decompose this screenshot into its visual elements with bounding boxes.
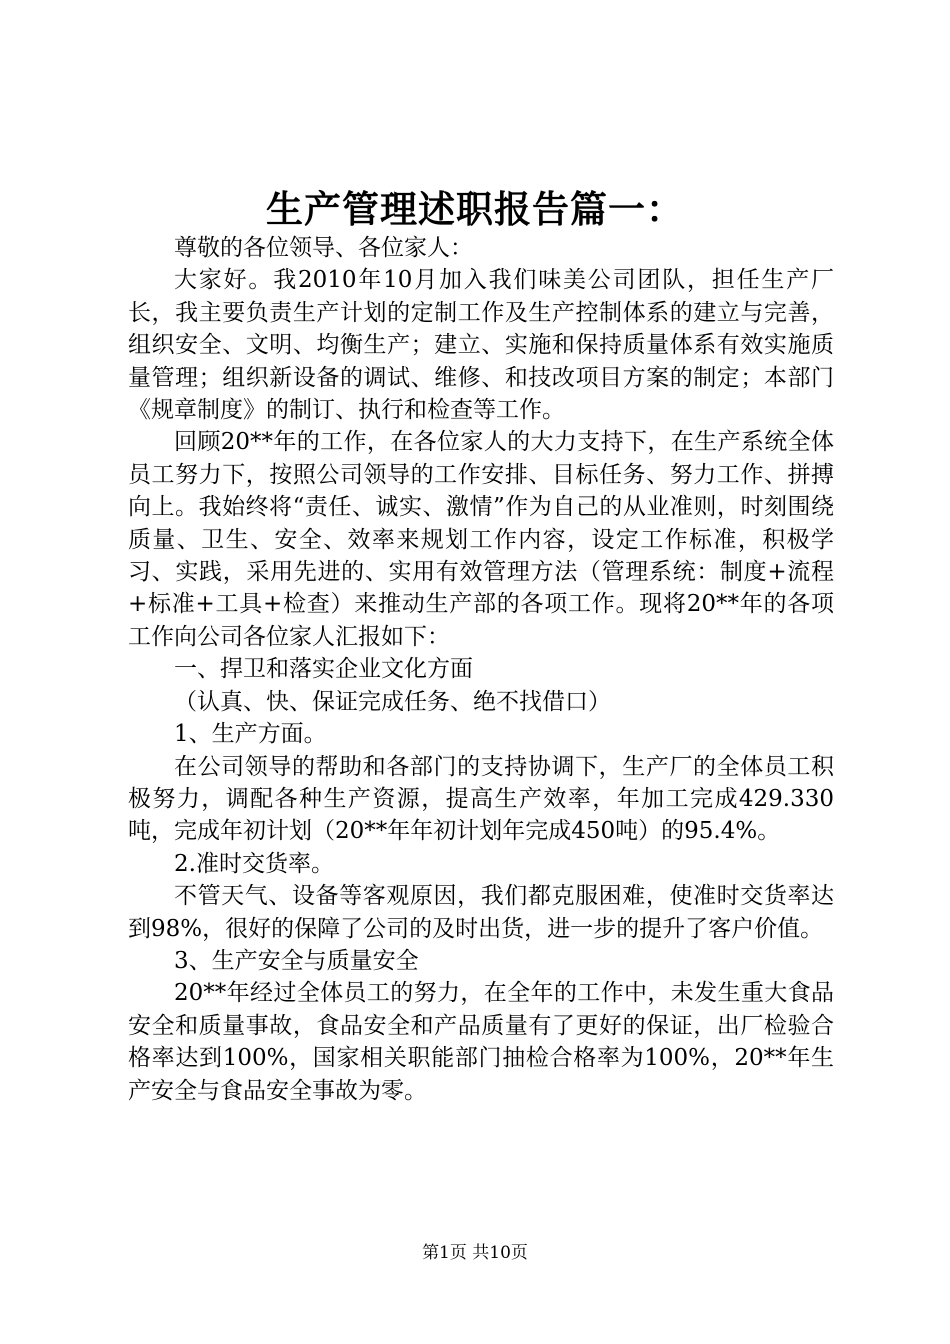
section-heading: 一、捍卫和落实企业文化方面 xyxy=(174,656,473,683)
delivery-paragraph: 不管天气、设备等客观原因，我们都克服困难，使准时交货率达到98%，很好的保障了公司的及时出货，进一步的提升了客户价值。 xyxy=(128,883,834,942)
safety-paragraph: 20**年经过全体员工的努力，在全年的工作中，未发生重大食品安全和质量事故，食品安全和产品质量有了更好的保证，出厂检验合格率达到100%，国家相关职能部门抽检合格率为100%，20**年生产安全与食品安全事故为零。 xyxy=(128,980,834,1104)
section-subheading: （认真、快、保证完成任务、绝不找借口） xyxy=(174,688,611,715)
greeting-paragraph: 尊敬的各位领导、各位家人： xyxy=(174,235,473,261)
page-number-footer: 第1页 共10页 xyxy=(422,1243,528,1263)
document-body xyxy=(128,232,834,1107)
review-paragraph: 回顾20**年的工作，在各位家人的大力支持下，在生产系统全体员工努力下，按照公司领导的工作安排、目标任务、努力工作、拼搏向上。我始终将“责任、诚实、激情”作为自己的从业准则，时刻围绕质量、卫生、安全、效率来规划工作内容，设定工作标准，积极学习、实践，采用先进的、实用有效管理方法（管理系统：制度+流程+标准+工具+检查）来推动生产部的各项工作。现将20**年的各项工作向公司各位家人汇报如下： xyxy=(128,429,834,650)
intro-paragraph: 大家好。我2010年10月加入我们味美公司团队，担任生产厂长，我主要负责生产计划的定制工作及生产控制体系的建立与完善，组织安全、文明、均衡生产；建立、实施和保持质量体系有效实施质量管理；组织新设备的调试、维修、和技改项目方案的制定；本部门《规章制度》的制订、执行和检查等工作。 xyxy=(128,267,834,424)
production-paragraph: 在公司领导的帮助和各部门的支持协调下，生产厂的全体员工积极努力，调配各种生产资源，提高生产效率，年加工完成429.330吨，完成年初计划（20**年年初计划年完成450吨）的95.4%。 xyxy=(128,753,834,845)
document-title: 生产管理述职报告篇一： xyxy=(266,187,684,231)
item-heading-production: 1、生产方面。 xyxy=(174,721,327,748)
item-heading-delivery: 2.准时交货率。 xyxy=(174,850,334,877)
item-heading-safety: 3、生产安全与质量安全 xyxy=(174,947,419,974)
